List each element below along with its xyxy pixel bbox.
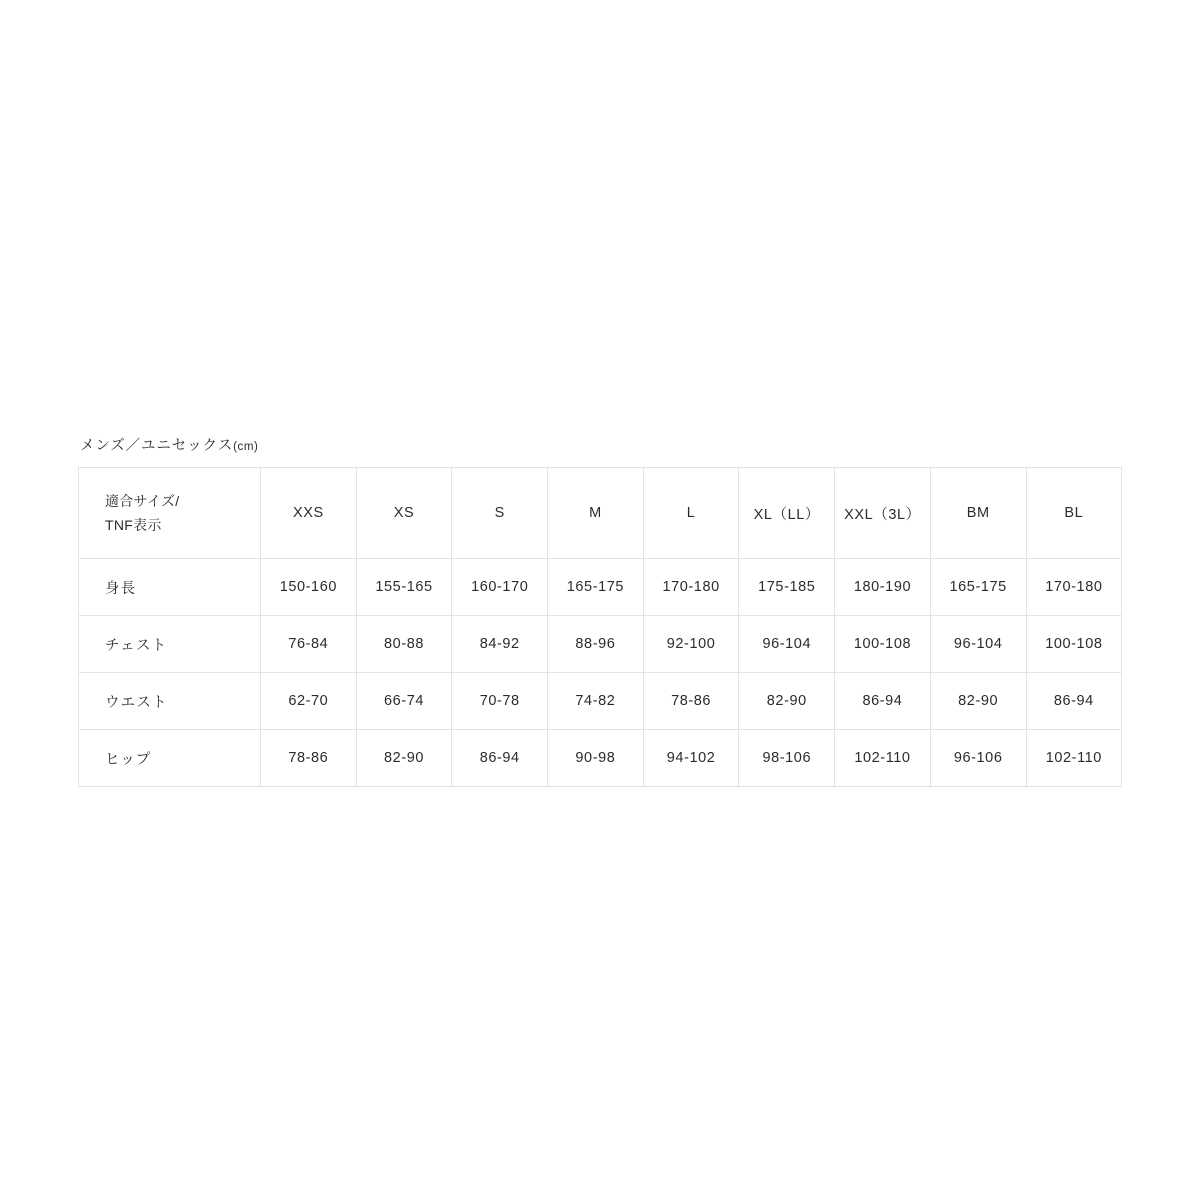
cell-hip-m: 90-98 bbox=[548, 730, 644, 787]
table-header bbox=[79, 468, 1122, 559]
row-label-height: 身長 bbox=[79, 559, 261, 616]
cell-height-xxs: 150-160 bbox=[261, 559, 357, 616]
table-body bbox=[79, 559, 1122, 787]
row-label-waist: ウエスト bbox=[79, 673, 261, 730]
cell-waist-bm: 82-90 bbox=[930, 673, 1026, 730]
cell-chest-bm: 96-104 bbox=[930, 616, 1026, 673]
column-header-bl: BL bbox=[1026, 468, 1122, 559]
cell-waist-xs: 66-74 bbox=[356, 673, 452, 730]
cell-height-s: 160-170 bbox=[452, 559, 548, 616]
cell-waist-xxl: 86-94 bbox=[835, 673, 931, 730]
cell-chest-xl: 96-104 bbox=[739, 616, 835, 673]
cell-chest-s: 84-92 bbox=[452, 616, 548, 673]
column-header-l: L bbox=[643, 468, 739, 559]
cell-hip-s: 86-94 bbox=[452, 730, 548, 787]
header-corner bbox=[79, 468, 261, 559]
column-header-xl: XL（LL） bbox=[739, 468, 835, 559]
cell-hip-xs: 82-90 bbox=[356, 730, 452, 787]
table-row bbox=[79, 616, 1122, 673]
column-header-xxl: XXL（3L） bbox=[835, 468, 931, 559]
column-header-m: M bbox=[548, 468, 644, 559]
cell-height-xxl: 180-190 bbox=[835, 559, 931, 616]
table-row bbox=[79, 673, 1122, 730]
cell-height-bl: 170-180 bbox=[1026, 559, 1122, 616]
column-header-xxs: XXS bbox=[261, 468, 357, 559]
row-label-hip: ヒップ bbox=[79, 730, 261, 787]
column-header-bm: BM bbox=[930, 468, 1026, 559]
cell-chest-xxl: 100-108 bbox=[835, 616, 931, 673]
cell-chest-xs: 80-88 bbox=[356, 616, 452, 673]
table-caption bbox=[80, 438, 1122, 455]
corner-line-2: TNF表示 bbox=[105, 517, 162, 534]
cell-waist-bl: 86-94 bbox=[1026, 673, 1122, 730]
cell-hip-l: 94-102 bbox=[643, 730, 739, 787]
table-row bbox=[79, 559, 1122, 616]
cell-chest-xxs: 76-84 bbox=[261, 616, 357, 673]
column-header-s: S bbox=[452, 468, 548, 559]
cell-waist-l: 78-86 bbox=[643, 673, 739, 730]
cell-hip-xxl: 102-110 bbox=[835, 730, 931, 787]
cell-hip-bm: 96-106 bbox=[930, 730, 1026, 787]
corner-line-1: 適合サイズ/ bbox=[105, 492, 180, 509]
cell-waist-xl: 82-90 bbox=[739, 673, 835, 730]
cell-hip-xl: 98-106 bbox=[739, 730, 835, 787]
cell-waist-s: 70-78 bbox=[452, 673, 548, 730]
cell-chest-m: 88-96 bbox=[548, 616, 644, 673]
size-chart-block bbox=[78, 438, 1122, 787]
cell-height-l: 170-180 bbox=[643, 559, 739, 616]
cell-height-xs: 155-165 bbox=[356, 559, 452, 616]
cell-height-xl: 175-185 bbox=[739, 559, 835, 616]
table-row bbox=[79, 730, 1122, 787]
row-label-chest: チェスト bbox=[79, 616, 261, 673]
cell-chest-l: 92-100 bbox=[643, 616, 739, 673]
cell-chest-bl: 100-108 bbox=[1026, 616, 1122, 673]
cell-waist-xxs: 62-70 bbox=[261, 673, 357, 730]
cell-waist-m: 74-82 bbox=[548, 673, 644, 730]
cell-height-m: 165-175 bbox=[548, 559, 644, 616]
header-row bbox=[79, 468, 1122, 559]
cell-hip-bl: 102-110 bbox=[1026, 730, 1122, 787]
size-table bbox=[78, 467, 1122, 787]
cell-hip-xxs: 78-86 bbox=[261, 730, 357, 787]
cell-height-bm: 165-175 bbox=[930, 559, 1026, 616]
caption-text: メンズ／ユニセックス bbox=[80, 438, 234, 454]
column-header-xs: XS bbox=[356, 468, 452, 559]
caption-unit: (cm) bbox=[233, 441, 259, 453]
